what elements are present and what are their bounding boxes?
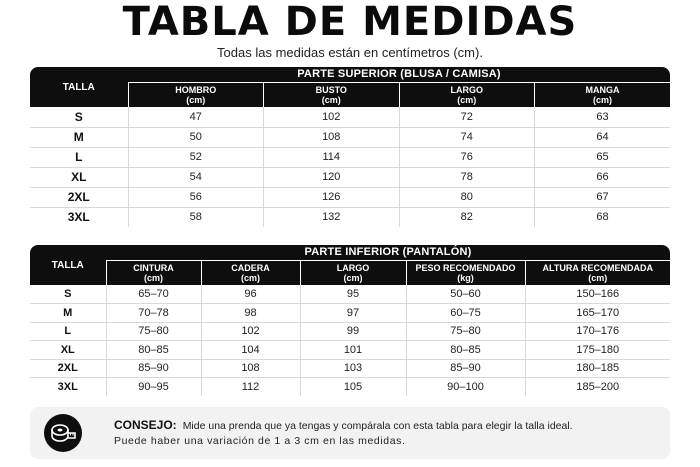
value-cell: 50 — [128, 127, 264, 147]
value-cell: 65–70 — [106, 285, 201, 304]
value-cell: 104 — [201, 341, 300, 360]
value-cell: 82 — [399, 207, 535, 227]
value-cell: 96 — [201, 285, 300, 304]
size-cell: L — [30, 322, 106, 341]
value-cell: 97 — [300, 304, 406, 323]
table-row — [30, 147, 670, 167]
value-cell: 80 — [399, 187, 535, 207]
value-cell: 60–75 — [406, 304, 525, 323]
value-cell: 175–180 — [525, 341, 670, 360]
value-cell: 103 — [300, 359, 406, 378]
value-cell: 47 — [128, 107, 264, 127]
value-cell: 76 — [399, 147, 535, 167]
value-cell: 102 — [201, 322, 300, 341]
tip-label: CONSEJO: — [114, 418, 177, 432]
value-cell: 98 — [201, 304, 300, 323]
value-cell: 64 — [535, 127, 671, 147]
table-row — [30, 322, 670, 341]
table-row — [30, 127, 670, 147]
value-cell: 68 — [535, 207, 671, 227]
size-cell: 2XL — [30, 187, 128, 207]
column-header: LARGO (cm) — [399, 83, 535, 108]
value-cell: 72 — [399, 107, 535, 127]
column-header: MANGA (cm) — [535, 83, 671, 108]
column-header: HOMBRO (cm) — [128, 83, 264, 108]
table-row — [30, 341, 670, 360]
size-cell: M — [30, 127, 128, 147]
value-cell: 65 — [535, 147, 671, 167]
value-cell: 101 — [300, 341, 406, 360]
size-cell: M — [30, 304, 106, 323]
value-cell: 52 — [128, 147, 264, 167]
value-cell: 85–90 — [106, 359, 201, 378]
value-cell: 78 — [399, 167, 535, 187]
size-cell: S — [30, 285, 106, 304]
group-header: PARTE INFERIOR (PANTALÓN) — [106, 245, 670, 261]
value-cell: 85–90 — [406, 359, 525, 378]
table-row — [30, 207, 670, 227]
value-cell: 112 — [201, 378, 300, 397]
value-cell: 75–80 — [106, 322, 201, 341]
column-header: LARGO (cm) — [300, 261, 406, 286]
value-cell: 75–80 — [406, 322, 525, 341]
size-cell: XL — [30, 167, 128, 187]
tip-text-line-2: Puede haber una variación de 1 a 3 cm en las medidas. — [114, 435, 406, 447]
size-cell: 2XL — [30, 359, 106, 378]
size-cell: 3XL — [67, 210, 90, 225]
value-cell: 114 — [264, 147, 400, 167]
size-cell: L — [30, 147, 128, 167]
value-cell: 66 — [535, 167, 671, 187]
table-row — [30, 304, 670, 323]
value-cell: 56 — [128, 187, 264, 207]
value-cell: 90–95 — [106, 378, 201, 397]
value-cell: 180–185 — [525, 359, 670, 378]
tip-box — [30, 407, 670, 459]
column-header: BUSTO (cm) — [264, 83, 400, 108]
size-cell: 3XL — [57, 381, 78, 393]
value-cell: 54 — [128, 167, 264, 187]
size-cell: XL — [30, 341, 106, 360]
value-cell: 58 — [128, 207, 264, 227]
table-row — [30, 167, 670, 187]
column-header: CINTURA (cm) — [106, 261, 201, 286]
value-cell: 99 — [300, 322, 406, 341]
measuring-tape-icon — [44, 414, 82, 452]
top-size-table — [30, 67, 670, 227]
table-row — [30, 107, 670, 127]
value-cell: 80–85 — [406, 341, 525, 360]
table-row — [30, 378, 670, 397]
table-row — [30, 187, 670, 207]
value-cell: 90–100 — [406, 378, 525, 397]
table-row — [30, 359, 670, 378]
value-cell: 132 — [264, 207, 400, 227]
column-header: CADERA (cm) — [201, 261, 300, 286]
tip-text-line-1: CONSEJO: Mide una prenda que ya tengas y compárala con esta tabla para elegir la talla ideal. — [114, 418, 573, 432]
value-cell: 102 — [264, 107, 400, 127]
value-cell: 67 — [535, 187, 671, 207]
value-cell: 150–166 — [525, 285, 670, 304]
size-cell: S — [30, 107, 128, 127]
value-cell: 120 — [264, 167, 400, 187]
page-title: TABLA DE MEDIDAS — [122, 0, 578, 45]
page-subtitle: Todas las medidas están en centímetros (cm). — [217, 45, 483, 60]
value-cell: 105 — [300, 378, 406, 397]
value-cell: 63 — [535, 107, 671, 127]
value-cell: 170–176 — [525, 322, 670, 341]
column-header: PESO RECOMENDADO (kg) — [406, 261, 525, 286]
value-cell: 108 — [201, 359, 300, 378]
value-cell: 108 — [264, 127, 400, 147]
size-header: TALLA — [30, 245, 106, 285]
value-cell: 165–170 — [525, 304, 670, 323]
value-cell: 50–60 — [406, 285, 525, 304]
value-cell: 80–85 — [106, 341, 201, 360]
table-row — [30, 285, 670, 304]
size-header: TALLA — [30, 67, 128, 107]
value-cell: 95 — [300, 285, 406, 304]
value-cell: 74 — [399, 127, 535, 147]
value-cell: 126 — [264, 187, 400, 207]
value-cell: 185–200 — [525, 378, 670, 397]
group-header: PARTE SUPERIOR (BLUSA / CAMISA) — [128, 67, 670, 83]
bottom-size-table — [30, 245, 670, 396]
value-cell: 70–78 — [106, 304, 201, 323]
column-header: ALTURA RECOMENDADA (cm) — [525, 261, 670, 286]
